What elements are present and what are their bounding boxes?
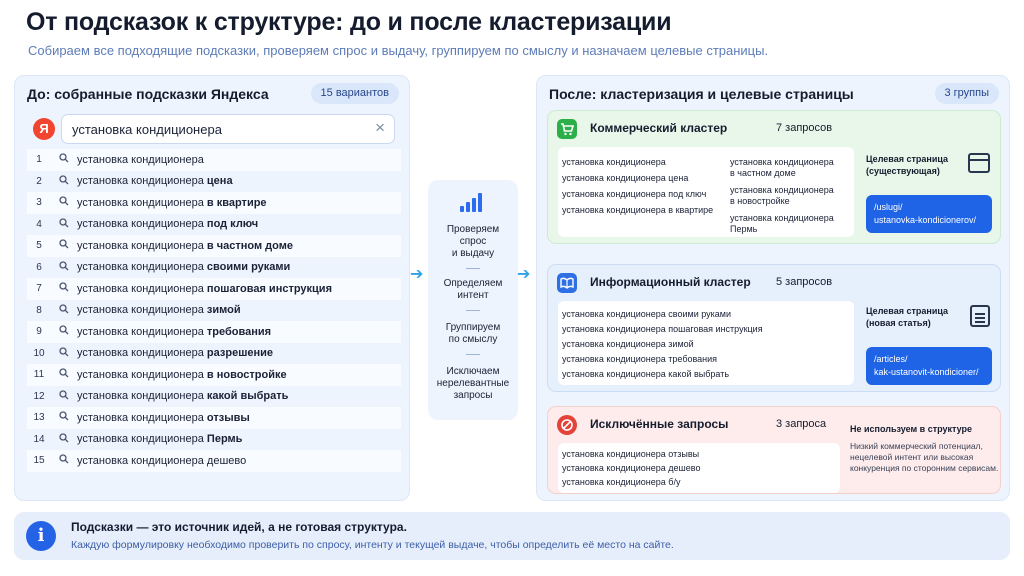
step-divider xyxy=(466,268,480,269)
before-panel xyxy=(14,75,410,501)
suggestion-row[interactable] xyxy=(27,343,401,365)
query-item: установка кондиционера зимой xyxy=(562,339,694,349)
suggestion-row[interactable] xyxy=(27,257,401,279)
query-item: установка кондиционера Пермь xyxy=(730,213,834,234)
suggestion-number: 11 xyxy=(33,369,45,381)
excluded-note-title: Не используем в структуре xyxy=(850,424,973,434)
query-item: установка кондиционера в новостройке xyxy=(730,185,834,206)
suggestion-base-text: установка кондиционера xyxy=(77,325,207,338)
query-item: установка кондиционера пошаговая инструкция xyxy=(562,324,763,334)
search-icon xyxy=(51,261,77,274)
search-icon xyxy=(51,390,77,403)
suggestion-list xyxy=(27,149,401,472)
search-input[interactable] xyxy=(61,114,395,144)
search-icon xyxy=(51,325,77,338)
before-panel-title: До: собранные подсказки Яндекса xyxy=(27,86,269,102)
suggestion-number: 12 xyxy=(33,390,45,402)
info-icon: i xyxy=(26,521,56,551)
excluded-queries-card xyxy=(547,406,1001,494)
search-icon xyxy=(51,153,77,166)
suggestion-highlight-text: зимой xyxy=(206,304,241,317)
query-item: установка кондиционера цена xyxy=(562,173,689,183)
informational-cluster-card xyxy=(547,264,1001,392)
suggestion-number: 4 xyxy=(36,218,42,230)
suggestion-number: 9 xyxy=(36,326,42,338)
excluded-note-text: Низкий коммерческий потенциал, нецелевой интент или высокая конкуренция по сторонним сервисам. xyxy=(850,441,999,473)
suggestion-highlight-text: в квартире xyxy=(206,196,267,209)
suggestion-number: 15 xyxy=(33,455,45,467)
search-icon xyxy=(51,175,77,188)
suggestion-highlight-text: какой выбрать xyxy=(206,390,289,403)
suggestion-number: 8 xyxy=(36,304,42,316)
suggestion-row[interactable] xyxy=(27,171,401,193)
suggestion-highlight-text: цена xyxy=(206,175,233,188)
suggestion-base-text: установка кондиционера дешево xyxy=(77,454,247,467)
suggestion-number: 5 xyxy=(36,240,42,252)
search-icon xyxy=(51,218,77,231)
footer-text: Каждую формулировку необходимо проверить по спросу, интенту и текущей выдаче, чтобы определить её место на сайте. xyxy=(71,539,674,551)
prohibited-icon xyxy=(557,415,577,435)
suggestion-base-text: установка кондиционера xyxy=(77,390,207,403)
page-title: От подсказок к структуре: до и после кластеризации xyxy=(26,8,672,36)
query-item: установка кондиционера требования xyxy=(562,354,718,364)
suggestion-row[interactable] xyxy=(27,386,401,408)
suggestion-highlight-text: в новостройке xyxy=(206,368,287,381)
after-panel-title: После: кластеризация и целевые страницы xyxy=(549,86,854,102)
suggestion-highlight-text: Пермь xyxy=(206,433,243,446)
suggestion-base-text: установка кондиционера xyxy=(77,347,207,360)
suggestion-base-text: установка кондиционера xyxy=(77,368,207,381)
suggestion-number: 14 xyxy=(33,433,45,445)
yandex-logo-icon: Я xyxy=(33,118,55,140)
suggestion-row[interactable] xyxy=(27,300,401,322)
suggestion-row[interactable] xyxy=(27,235,401,257)
bar-chart-icon xyxy=(460,192,486,212)
step-intent: Определяем интент xyxy=(443,278,503,301)
suggestion-number: 7 xyxy=(36,283,42,295)
commercial-cluster-card xyxy=(547,110,1001,244)
informational-cluster-title: Информационный кластер xyxy=(590,275,751,289)
step-divider xyxy=(466,310,480,311)
arrow-right-icon: ➔ xyxy=(517,266,531,283)
excluded-title: Исключённые запросы xyxy=(590,417,729,431)
footer-title: Подсказки — это источник идей, а не готовая структура. xyxy=(71,520,407,534)
suggestion-highlight-text: своими руками xyxy=(206,261,291,274)
suggestion-row[interactable] xyxy=(27,321,401,343)
process-steps xyxy=(428,180,518,420)
informational-cluster-count: 5 запросов xyxy=(776,276,833,288)
query-item: установка кондиционера отзывы xyxy=(562,449,700,459)
suggestion-row[interactable] xyxy=(27,214,401,236)
search-icon xyxy=(51,347,77,360)
suggestion-highlight-text: разрешение xyxy=(206,347,274,360)
query-item: установка кондиционера своими руками xyxy=(562,309,731,319)
query-item: установка кондиционера под ключ xyxy=(562,189,707,199)
page-subtitle: Собираем все подходящие подсказки, проверяем спрос и выдачу, группируем по смыслу и назначаем целевые страницы. xyxy=(28,43,769,58)
search-icon xyxy=(51,433,77,446)
suggestion-row[interactable] xyxy=(27,278,401,300)
suggestion-row[interactable] xyxy=(27,450,401,472)
suggestion-number: 1 xyxy=(36,154,42,166)
suggestion-row[interactable] xyxy=(27,364,401,386)
suggestion-base-text: установка кондиционера xyxy=(77,153,204,166)
groups-badge: 3 группы xyxy=(935,83,1000,104)
search-icon xyxy=(51,454,77,467)
suggestion-base-text: установка кондиционера xyxy=(77,218,207,231)
informational-target-label: Целевая страница (новая статья) xyxy=(866,306,948,328)
query-item: установка кондиционера в квартире xyxy=(562,205,714,215)
commercial-target-url[interactable]: /uslugi/ ustanovka-kondicionerov/ xyxy=(866,195,992,233)
suggestion-base-text: установка кондиционера xyxy=(77,175,207,188)
search-icon xyxy=(51,196,77,209)
suggestion-base-text: установка кондиционера xyxy=(77,196,207,209)
commercial-cluster-count: 7 запросов xyxy=(776,122,833,134)
query-item: установка кондиционера какой выбрать xyxy=(562,369,730,379)
book-icon xyxy=(557,273,577,293)
suggestion-number: 6 xyxy=(36,261,42,273)
info-footer xyxy=(14,512,1010,560)
search-value: установка кондиционера xyxy=(72,122,222,137)
query-item: установка кондиционера б/у xyxy=(562,477,681,487)
variants-badge: 15 вариантов xyxy=(311,83,399,104)
suggestion-highlight-text: пошаговая инструкция xyxy=(206,282,332,295)
commercial-target-label: Целевая страница (существующая) xyxy=(866,154,948,176)
informational-target-url[interactable]: /articles/ kak-ustanovit-kondicioner/ xyxy=(866,347,992,385)
suggestion-highlight-text: под ключ xyxy=(206,218,259,231)
document-icon xyxy=(970,305,990,327)
suggestion-row[interactable] xyxy=(27,192,401,214)
suggestion-number: 2 xyxy=(36,175,42,187)
excluded-query-box xyxy=(558,443,840,493)
search-icon xyxy=(51,304,77,317)
step-exclude: Исключаем нерелевантные запросы xyxy=(436,366,510,401)
step-check-demand: Проверяем спрос и выдачу xyxy=(446,224,500,259)
suggestion-base-text: установка кондиционера xyxy=(77,411,207,424)
informational-query-box xyxy=(558,301,854,385)
search-icon xyxy=(51,239,77,252)
suggestion-row[interactable] xyxy=(27,149,401,171)
browser-window-icon xyxy=(968,153,990,173)
suggestion-row[interactable] xyxy=(27,429,401,451)
step-divider xyxy=(466,354,480,355)
search-icon xyxy=(51,411,77,424)
query-item: установка кондиционера дешево xyxy=(562,463,701,473)
search-icon xyxy=(51,282,77,295)
query-item: установка кондиционера xyxy=(562,157,666,167)
suggestion-base-text: установка кондиционера xyxy=(77,304,207,317)
search-icon xyxy=(51,368,77,381)
suggestion-base-text: установка кондиционера xyxy=(77,261,207,274)
suggestion-number: 3 xyxy=(36,197,42,209)
suggestion-base-text: установка кондиционера xyxy=(77,282,207,295)
clear-icon[interactable]: × xyxy=(375,118,385,137)
commercial-cluster-title: Коммерческий кластер xyxy=(590,121,728,135)
excluded-count: 3 запроса xyxy=(776,418,827,430)
suggestion-highlight-text: требования xyxy=(206,325,272,338)
suggestion-base-text: установка кондиционера xyxy=(77,239,207,252)
suggestion-base-text: установка кондиционера xyxy=(77,433,207,446)
suggestion-number: 10 xyxy=(33,347,45,359)
suggestion-row[interactable] xyxy=(27,407,401,429)
query-item: установка кондиционера в частном доме xyxy=(730,157,834,178)
suggestion-highlight-text: в частном доме xyxy=(206,239,293,252)
suggestion-number: 13 xyxy=(33,412,45,424)
commercial-query-box xyxy=(558,147,854,237)
after-panel xyxy=(536,75,1010,501)
cart-icon xyxy=(557,119,577,139)
suggestion-highlight-text: отзывы xyxy=(206,411,250,424)
step-group: Группируем по смыслу xyxy=(445,322,501,345)
arrow-right-icon: ➔ xyxy=(410,266,424,283)
